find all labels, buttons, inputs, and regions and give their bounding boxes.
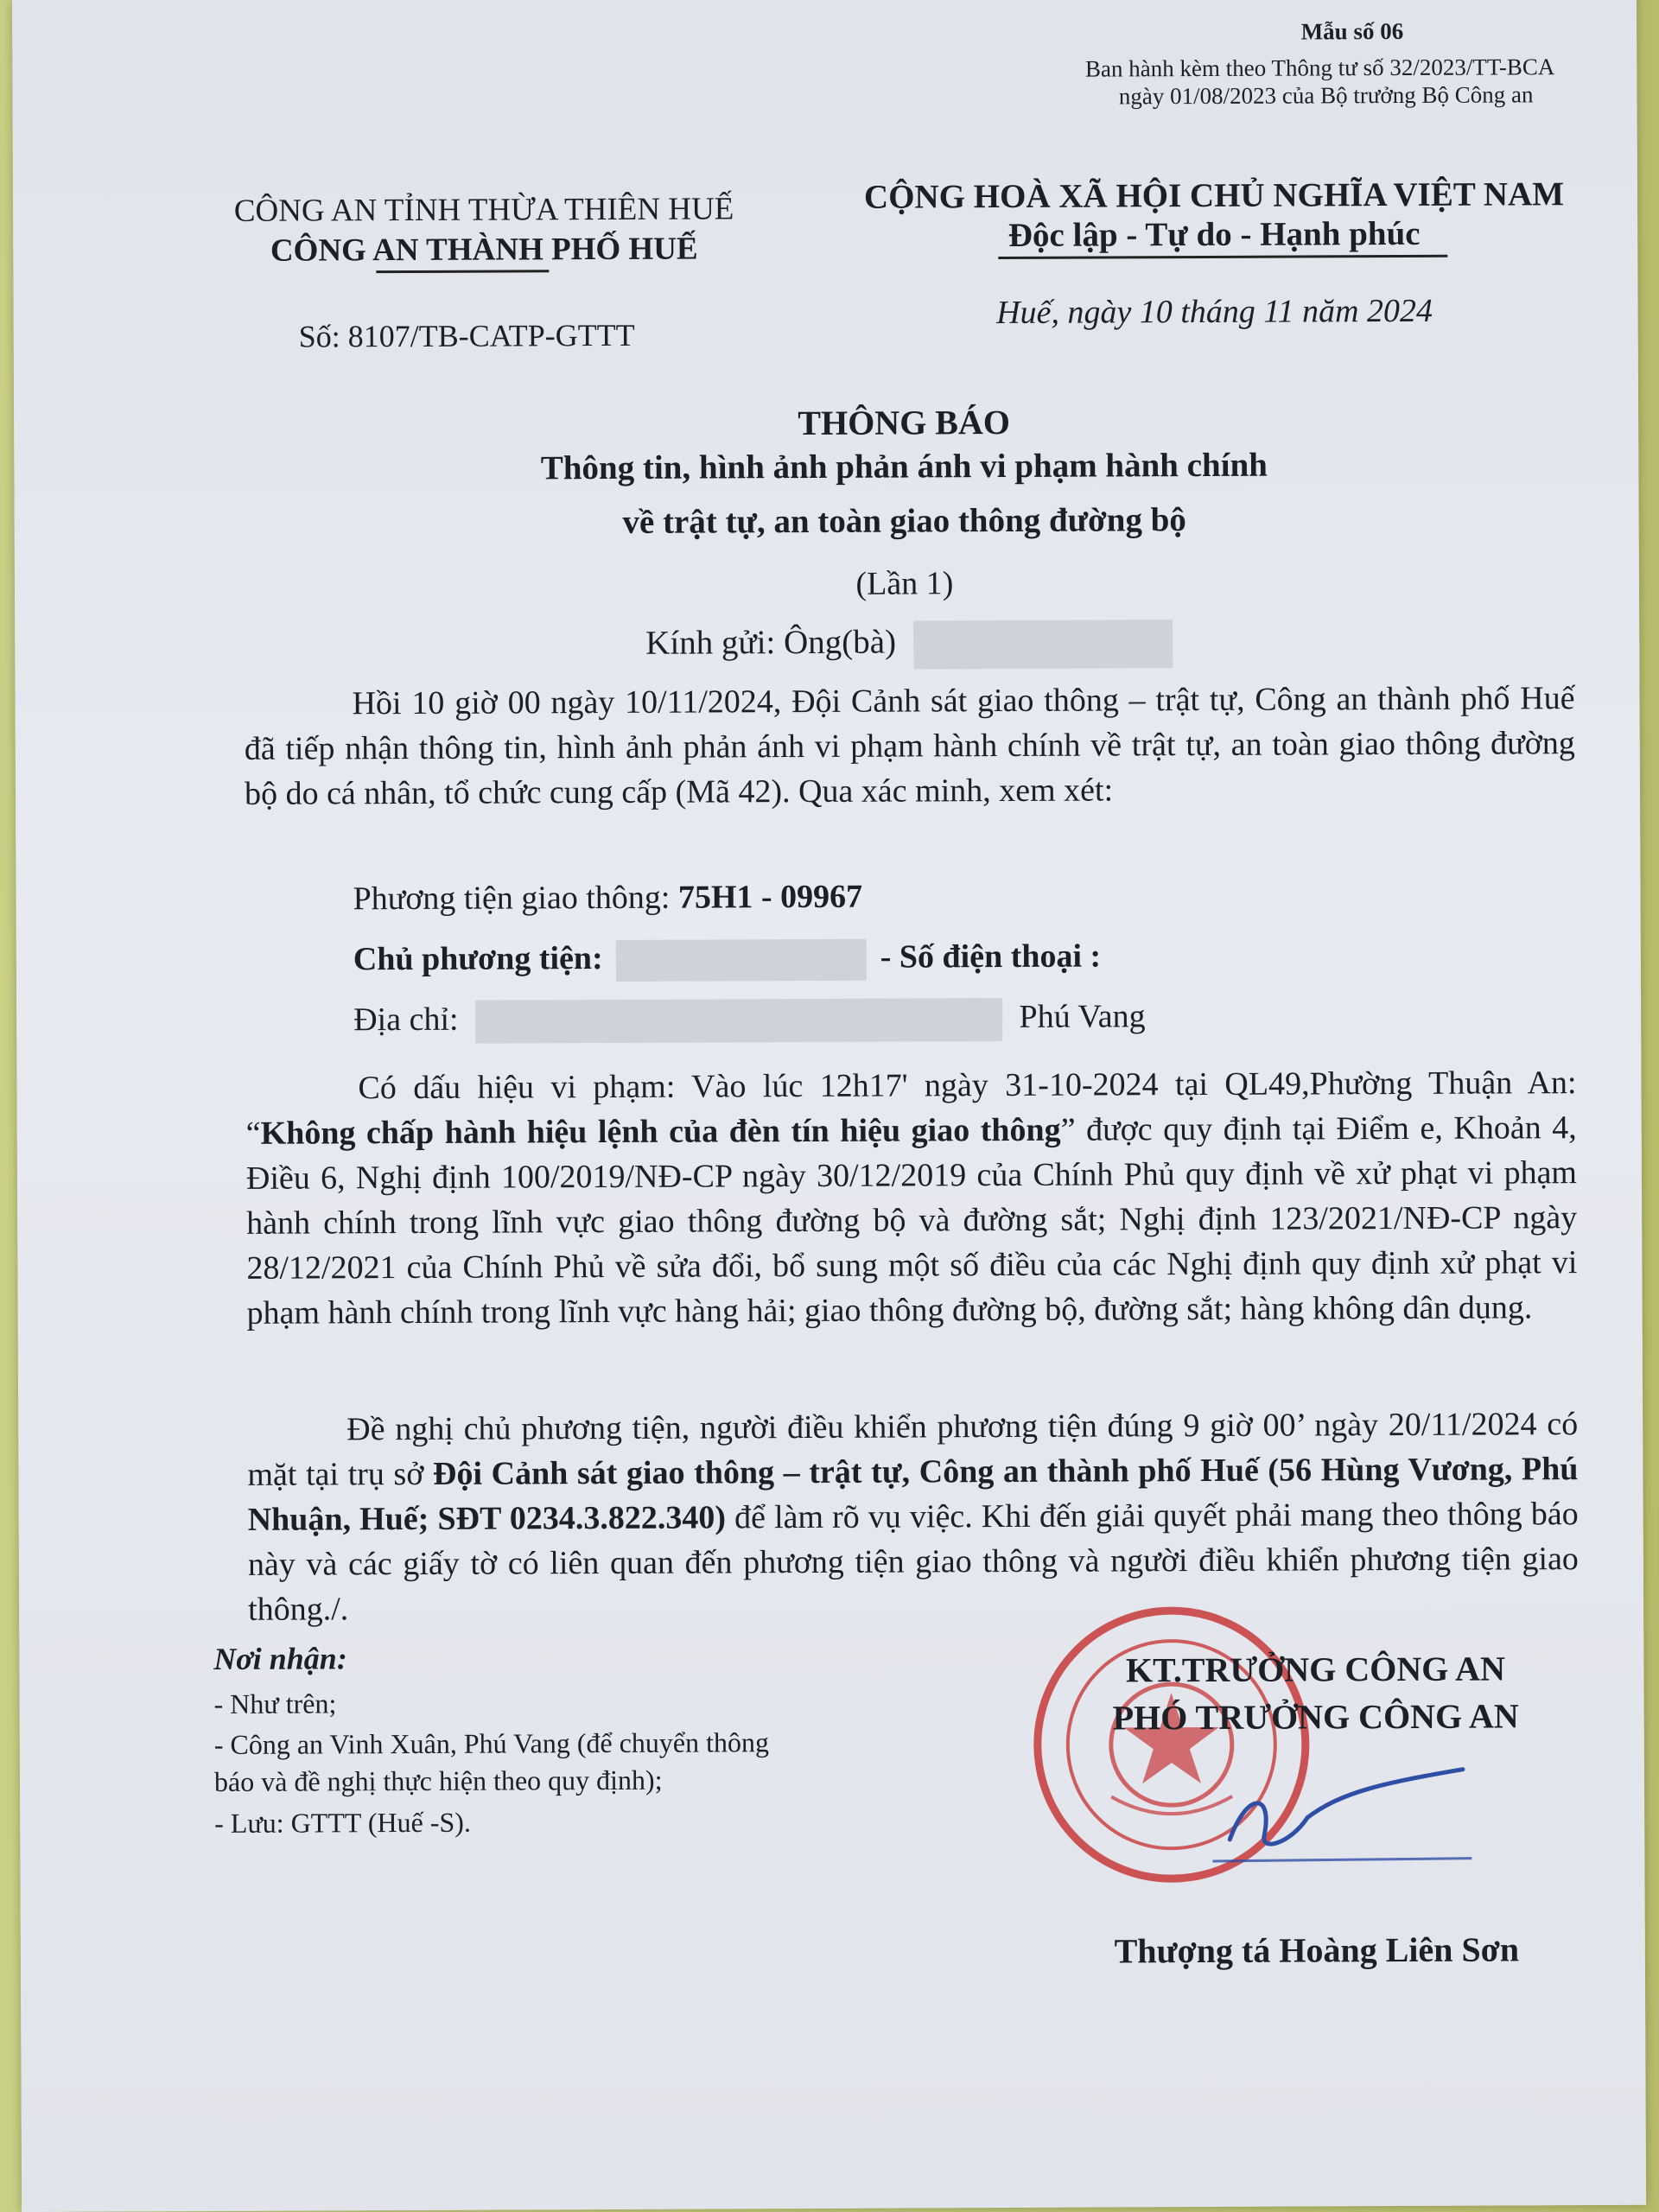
phone-label: - Số điện thoại : <box>880 938 1102 976</box>
address-line <box>353 997 1146 1044</box>
violation-text-a: Có dấu hiệu vi phạm: Vào lúc 12h17' ngày 31-10-2024 tại QL49,Phường Thuận An: “ <box>245 1065 1577 1152</box>
recipient-line <box>645 620 1173 671</box>
redacted-owner <box>616 939 867 982</box>
paragraph-violation <box>245 1060 1577 1336</box>
owner-line <box>353 938 1102 983</box>
recipient-item: - Lưu: GTTT (Huế -S). <box>214 1806 471 1839</box>
signature-title-2: PHÓ TRƯỞNG CÔNG AN <box>1112 1696 1519 1738</box>
signature-title-1: KT.TRƯỞNG CÔNG AN <box>1125 1649 1505 1690</box>
request-text-b: để làm rõ vụ việc. Khi đến giải quyết phải mang theo thông báo này và các giấy tờ có liên quan đến phương tiện giao thông và người điều khiển phương tiện giao thông./. <box>247 1496 1579 1628</box>
vehicle-label: Phương tiện giao thông: <box>353 879 671 918</box>
paragraph-intro: Hồi 10 giờ 00 ngày 10/11/2024, Đội Cảnh sát giao thông – trật tự, Công an thành phố Huế đã tiếp nhận thông tin, hình ảnh phản ánh vi phạm hành chính về trật tự, an toàn giao thông đường bộ do cá nhân, tổ chức cung cấp (Mã 42). Qua xác minh, xem xét: <box>244 680 1575 812</box>
recipient-label: Kính gửi: Ông(bà) <box>645 623 897 662</box>
redacted-name <box>913 620 1173 669</box>
agency-parent: CÔNG AN TỈNH THỪA THIÊN HUẾ <box>233 191 734 229</box>
document-subtitle-2: về trật tự, an toàn giao thông đường bộ <box>622 501 1186 541</box>
recipient-item: báo và đề nghị thực hiện theo quy định); <box>213 1764 663 1797</box>
form-number: Mẫu số 06 <box>1300 17 1404 45</box>
recipients-title: Nơi nhận: <box>213 1641 347 1676</box>
recipient-item: - Như trên; <box>213 1688 337 1719</box>
dateline: Huế, ngày 10 tháng 11 năm 2024 <box>996 292 1433 332</box>
redacted-address <box>475 998 1002 1044</box>
paragraph-request <box>247 1402 1579 1632</box>
nation-motto: Độc lập - Tự do - Hạnh phúc <box>1007 214 1421 254</box>
violation-name: Không chấp hành hiệu lệnh của đèn tín hiệu giao thông <box>260 1111 1061 1152</box>
motto-underline <box>998 255 1447 259</box>
violation-text-b: ” được quy định tại Điểm e, Khoản 4, Điều 6, Nghị định 100/2019/NĐ-CP ngày 30/12/2019 của Chính Phủ quy định về xử phạt vi phạm hành chính trong lĩnh vực giao thông đường bộ và đường sắt; Nghị định 123/2021/NĐ-CP ngày 28/12/2021 của Chính Phủ về sửa đổi, bổ sung một số điều của các Nghị định quy định xử phạt vi phạm hành chính trong lĩnh vực hàng hải; giao thông đường bộ, đường sắt; hàng không dân dụng. <box>245 1109 1578 1332</box>
signer-name: Thượng tá Hoàng Liên Sơn <box>1114 1929 1520 1971</box>
form-issued-with: Ban hành kèm theo Thông tư số 32/2023/TT-BCA <box>1084 54 1555 82</box>
recipient-item: - Công an Vinh Xuân, Phú Vang (để chuyển thông <box>213 1726 770 1760</box>
agency-name: CÔNG AN THÀNH PHỐ HUẾ <box>270 231 698 269</box>
document-subtitle-1: Thông tin, hình ảnh phản ánh vi phạm hành chính <box>540 446 1268 487</box>
handwritten-signature <box>1212 1757 1472 1870</box>
address-tail: Phú Vang <box>1019 998 1146 1035</box>
nation-title: CỘNG HOÀ XÃ HỘI CHỦ NGHĨA VIỆT NAM <box>863 175 1565 216</box>
document-page <box>12 0 1646 2212</box>
document-title: THÔNG BÁO <box>798 402 1011 443</box>
office-address: Đội Cảnh sát giao thông – trật tự, Công an thành phố Huế (56 Hùng Vương, Phú Nhuận, Huế; SĐT 0234.3.822.340) <box>247 1451 1579 1538</box>
agency-underline <box>376 270 549 273</box>
document-number: Số: 8107/TB-CATP-GTTT <box>298 317 635 354</box>
request-text-a: Đề nghị chủ phương tiện, người điều khiển phương tiện đúng 9 giờ 00’ ngày 20/11/2024 có mặt tại trụ sở <box>247 1406 1579 1493</box>
vehicle-line <box>353 878 862 918</box>
address-label: Địa chỉ: <box>353 1001 459 1039</box>
notice-round: (Lần 1) <box>855 565 954 602</box>
owner-label: Chủ phương tiện: <box>353 940 603 978</box>
vehicle-plate: 75H1 - 09967 <box>677 878 863 916</box>
form-issued-date: ngày 01/08/2023 của Bộ trưởng Bộ Công an <box>1118 81 1534 110</box>
